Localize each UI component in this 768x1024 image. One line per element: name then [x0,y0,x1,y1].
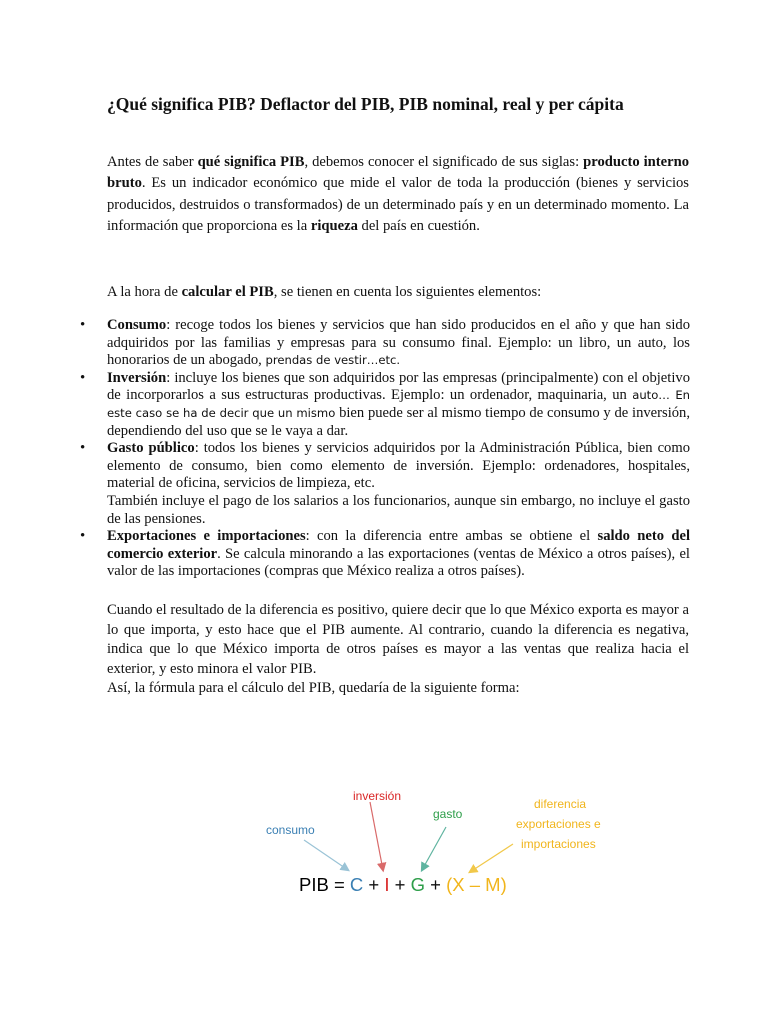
arrow-consumo [304,840,348,870]
label-inversion: inversión [353,789,402,803]
list-item-consumo [80,317,690,370]
list-item-exportaciones [80,528,690,581]
document-title: ¿Qué significa PIB? Deflactor del PIB, PIB nominal, real y per cápita [107,94,624,114]
intro-text-4: del país en cuestión. [357,217,480,234]
formula-plus-3: + [425,874,447,895]
label-consumo: consumo [266,823,315,837]
formula-i: I [384,874,390,895]
item-text: : todos los bienes y servicios adquiridos por la Administración Pública, bien como elemento de consumo, bien como elemento de inversión. Ejemplo: ordenadores, hospitales, material de oficina, servicios de limpieza, etc. [107,440,690,492]
result-paragraph: Cuando el resultado de la diferencia es positivo, quiere decir que lo que México exporta es mayor a lo que importa, y esto hace que el PIB aumente. Al contrario, cuando la diferencia es negativa, indica que lo que México importa de otros países es mayor a las ventas que realiza hacia el exterior, y esto minora el valor PIB. [107,602,689,677]
arrow-inversion [370,802,383,870]
calc-text-2: , se tienen en cuenta los siguientes elementos: [273,284,542,300]
calc-bold: calcular el PIB [181,284,274,300]
arrow-gasto [422,827,446,870]
label-diferencia-line2: exportaciones e [516,817,601,831]
arrow-diferencia [470,844,513,872]
formula-plus-2: + [389,874,411,895]
label-diferencia-line1: diferencia [534,797,587,811]
item-term: Exportaciones e importaciones [107,528,306,545]
list-item-gasto-publico [80,440,690,528]
list-item-inversion [80,370,690,440]
pib-formula-diagram [250,782,630,912]
bullet-icon: • [80,440,86,457]
item-term: Gasto público [107,440,195,457]
formula-xm: (X – M) [446,874,507,895]
item-bold-2: saldo neto del comercio exterior [107,528,690,562]
item-extra-text: También incluye el pago de los salarios a los funcionarios, aunque sin embargo, no incluye el gasto de las pensiones. [107,492,690,527]
bullet-icon: • [80,317,86,333]
intro-text-3: . Es un indicador económico que mide el valor de toda la producción (bienes y servicios producidos, destruidos o transformados) de un determinado país y en un determinado momento. La información que proporciona es la [107,175,689,234]
item-text-2: . Se calcula minorando a las exportaciones (ventas de México a otros países), el valor de las importaciones (compras que México realiza a otros países). [107,545,690,580]
intro-bold-3: riqueza [310,217,358,234]
label-gasto: gasto [433,807,463,821]
calc-text-1: A la hora de [107,284,182,300]
intro-text-2: , debemos conocer el significado de sus siglas: [304,154,584,170]
item-text: : con la diferencia entre ambas se obtiene el [305,528,598,545]
calc-paragraph [107,282,689,303]
formula-plus-1: + [363,874,385,895]
intro-text-1: Antes de saber [107,154,198,170]
intro-bold-2: producto interno bruto [107,154,689,192]
intro-paragraph [107,152,689,237]
formula-pib: PIB [299,874,329,895]
item-text-sans: prendas de vestir…etc. [265,353,401,368]
formula-intro-paragraph: Así, la fórmula para el cálculo del PIB, quedaría de la siguiente forma: [107,680,520,696]
formula-equals: = [328,874,350,895]
label-diferencia-line3: importaciones [521,837,596,851]
item-text: : incluye los bienes que son adquiridos por las empresas (principalmente) con el objetivo de incorporarlos a sus estructuras productivas. Ejemplo: un ordenador, maquinaria, un [107,369,690,404]
item-term: Inversión [107,369,167,386]
bullet-icon: • [80,528,86,545]
item-text-sans: auto… En este caso se ha de decir que un mismo [107,388,691,420]
item-text-after: bien puede ser al mismo tiempo de consumo y de inversión, dependiendo del uso que se le vaya a dar. [107,404,690,439]
formula-c: C [349,874,364,895]
pib-formula [299,874,507,896]
item-text: : recoge todos los bienes y servicios que han sido producidos en el año y que han sido adquiridos por las familias y empresas para su consumo final. Ejemplo: un libro, un auto, los honorarios de un abogado, [107,317,690,369]
intro-bold-1: qué significa PIB [197,154,305,170]
formula-g: G [410,874,426,895]
bullet-icon: • [80,369,86,386]
item-term: Consumo [107,317,167,333]
elements-list [80,317,690,581]
